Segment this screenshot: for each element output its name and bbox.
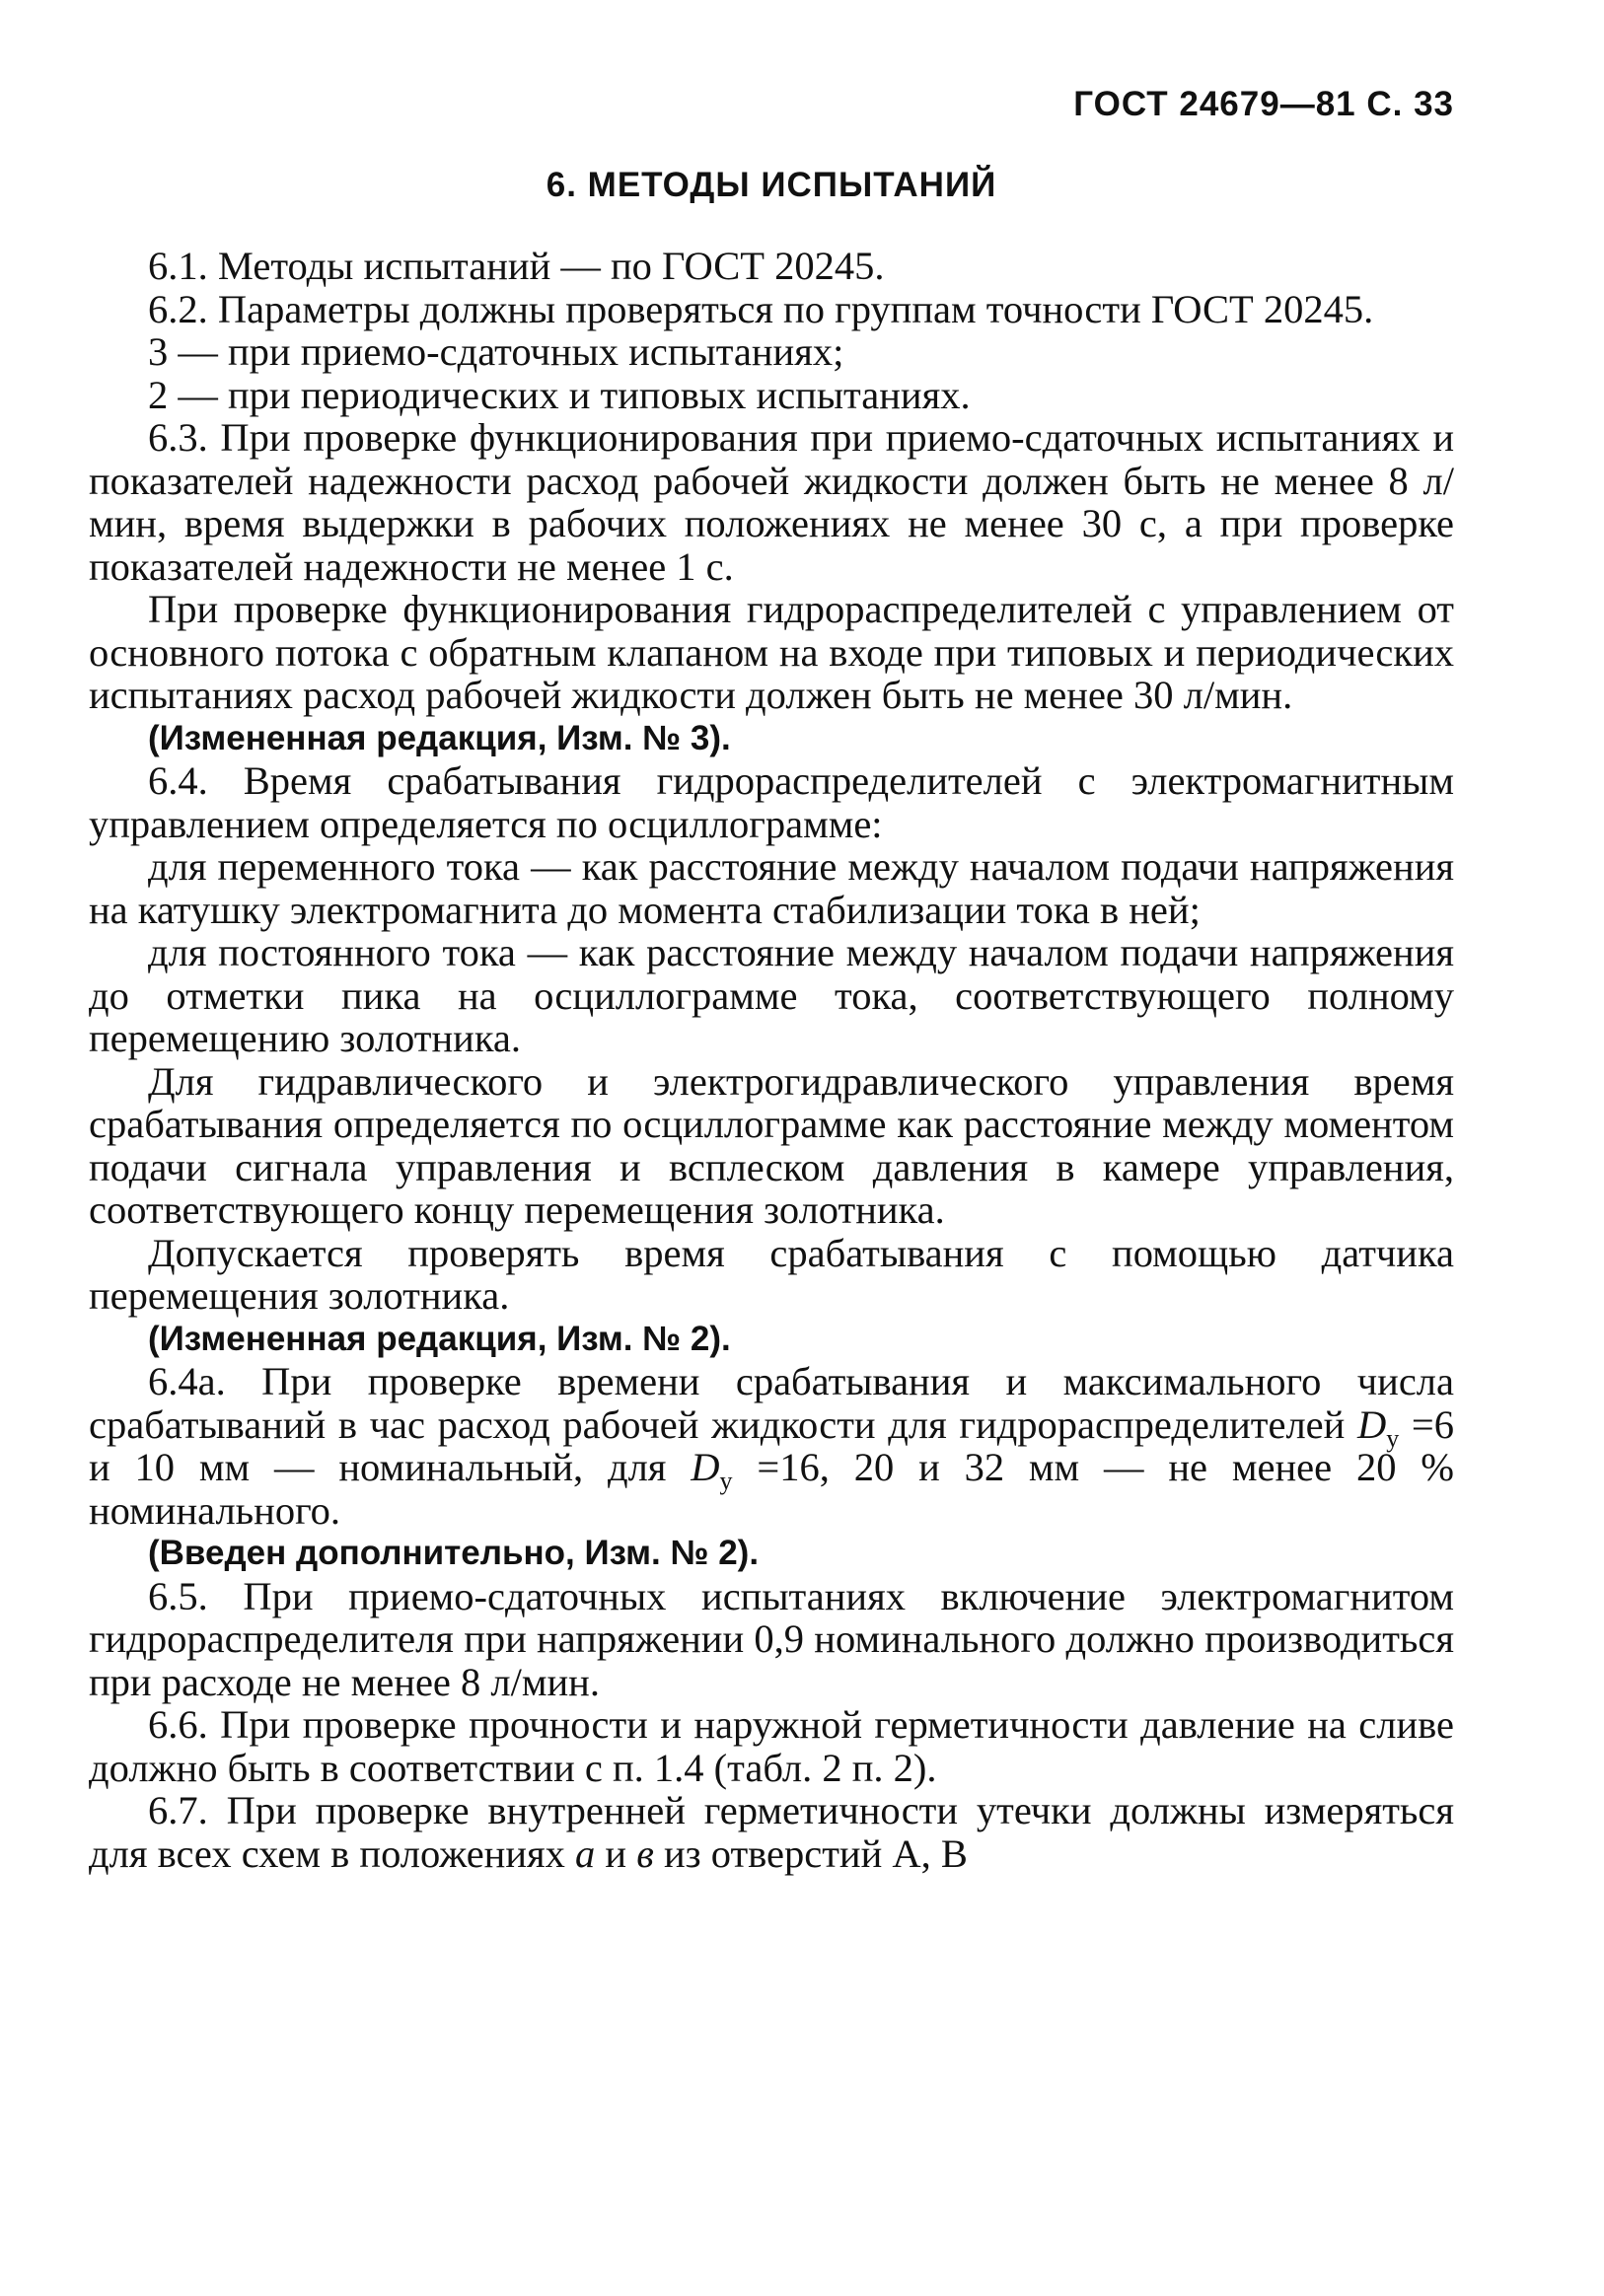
document-body — [89, 245, 1454, 1875]
paragraph-6-4a — [89, 1360, 1454, 1532]
paragraph-6-4-hydraulic: Для гидравлического и электрогидравлического управления время срабатывания определяется по осциллограмме как расстояние между моментом подачи сигнала управления и всплеском давления в камере управления, соответствующего концу перемещения золотника. — [89, 1058, 1454, 1232]
paragraph-6-3-flow: При проверке функционирования гидрораспределителей с управлением от основного потока с обратным клапаном на входе при типовых и периодических испытаниях расход рабочей жидкости должен быть не менее 30 л/мин. — [89, 587, 1454, 717]
paragraph-6-4a-start: 6.4а. При проверке времени срабатывания и максимального числа срабатываний в час расход рабочей жидкости для гидрораспределителей — [89, 1359, 1454, 1447]
list-item-group-2: 2 — при периодических и типовых испытаниях. — [148, 372, 971, 417]
document-page — [89, 0, 1454, 2296]
page-header-doc-ref: ГОСТ 24679—81 С. 33 — [1073, 85, 1454, 123]
paragraph-6-4-sensor: Допускается проверять время срабатывания с помощью датчика перемещения золотника. — [89, 1230, 1454, 1318]
addition-note-2: (Введен дополнительно, Изм. № 2). — [148, 1534, 760, 1572]
paragraph-6-3: 6.3. При проверке функционирования при приемо-сдаточных испытаниях и показателей надежности расход рабочей жидкости должен быть не менее 8 л/мин, время выдержки в рабочих положениях не менее 30 с, а при проверке показателей надежности не менее 1 с. — [89, 415, 1454, 589]
position-v: в — [636, 1830, 654, 1876]
paragraph-6-7 — [89, 1789, 1454, 1875]
paragraph-6-4a-end: =16, 20 и 32 мм — не менее 20 % номинального. — [89, 1445, 1455, 1533]
paragraph-6-4-dc: для постоянного тока — как расстояние между началом подачи напряжения до отметки пика на осциллограмме тока, соответствующего полному перемещению золотника. — [89, 930, 1454, 1060]
paragraph-6-4: 6.4. Время срабатывания гидрораспределителей с электромагнитным управлением определяется по осциллограмме: — [89, 758, 1454, 846]
paragraph-6-7-end: из отверстий А, В — [663, 1830, 968, 1876]
paragraph-6-1: 6.1. Методы испытаний — по ГОСТ 20245. — [148, 244, 885, 288]
paragraph-6-4-ac: для переменного тока — как расстояние между началом подачи напряжения на катушку электромагнита до момента стабилизации тока в ней; — [89, 844, 1454, 932]
list-item-group-3: 3 — при приемо-сдаточных испытаниях; — [148, 329, 844, 374]
paragraph-6-2: 6.2. Параметры должны проверяться по группам точности ГОСТ 20245. — [148, 286, 1374, 331]
section-title: 6. МЕТОДЫ ИСПЫТАНИЙ — [546, 166, 997, 204]
position-a: а — [575, 1830, 596, 1876]
paragraph-6-7-start: 6.7. При проверке внутренней герметичности утечки должны измеряться для всех схем в положениях — [89, 1788, 1454, 1876]
dy-subscript: у — [719, 1467, 733, 1496]
amendment-note-2: (Измененная редакция, Изм. № 2). — [148, 1319, 731, 1358]
paragraph-6-5: 6.5. При приемо-сдаточных испытаниях включение электромагнитом гидрораспределителя при напряжении 0,9 номинального должно производиться при расходе не менее 8 л/мин. — [89, 1573, 1454, 1704]
conjunction-and: и — [605, 1830, 627, 1876]
paragraph-6-4a-mid: =6 и 10 мм — номинальный, для — [89, 1401, 1455, 1489]
dy-symbol: D — [1357, 1401, 1387, 1447]
dy-symbol: D — [691, 1445, 720, 1489]
amendment-note-3: (Измененная редакция, Изм. № 3). — [148, 718, 731, 757]
paragraph-6-6: 6.6. При проверке прочности и наружной герметичности давление на сливе должно быть в соответствии с п. 1.4 (табл. 2 п. 2). — [89, 1702, 1454, 1790]
dy-subscript: у — [1386, 1423, 1400, 1453]
